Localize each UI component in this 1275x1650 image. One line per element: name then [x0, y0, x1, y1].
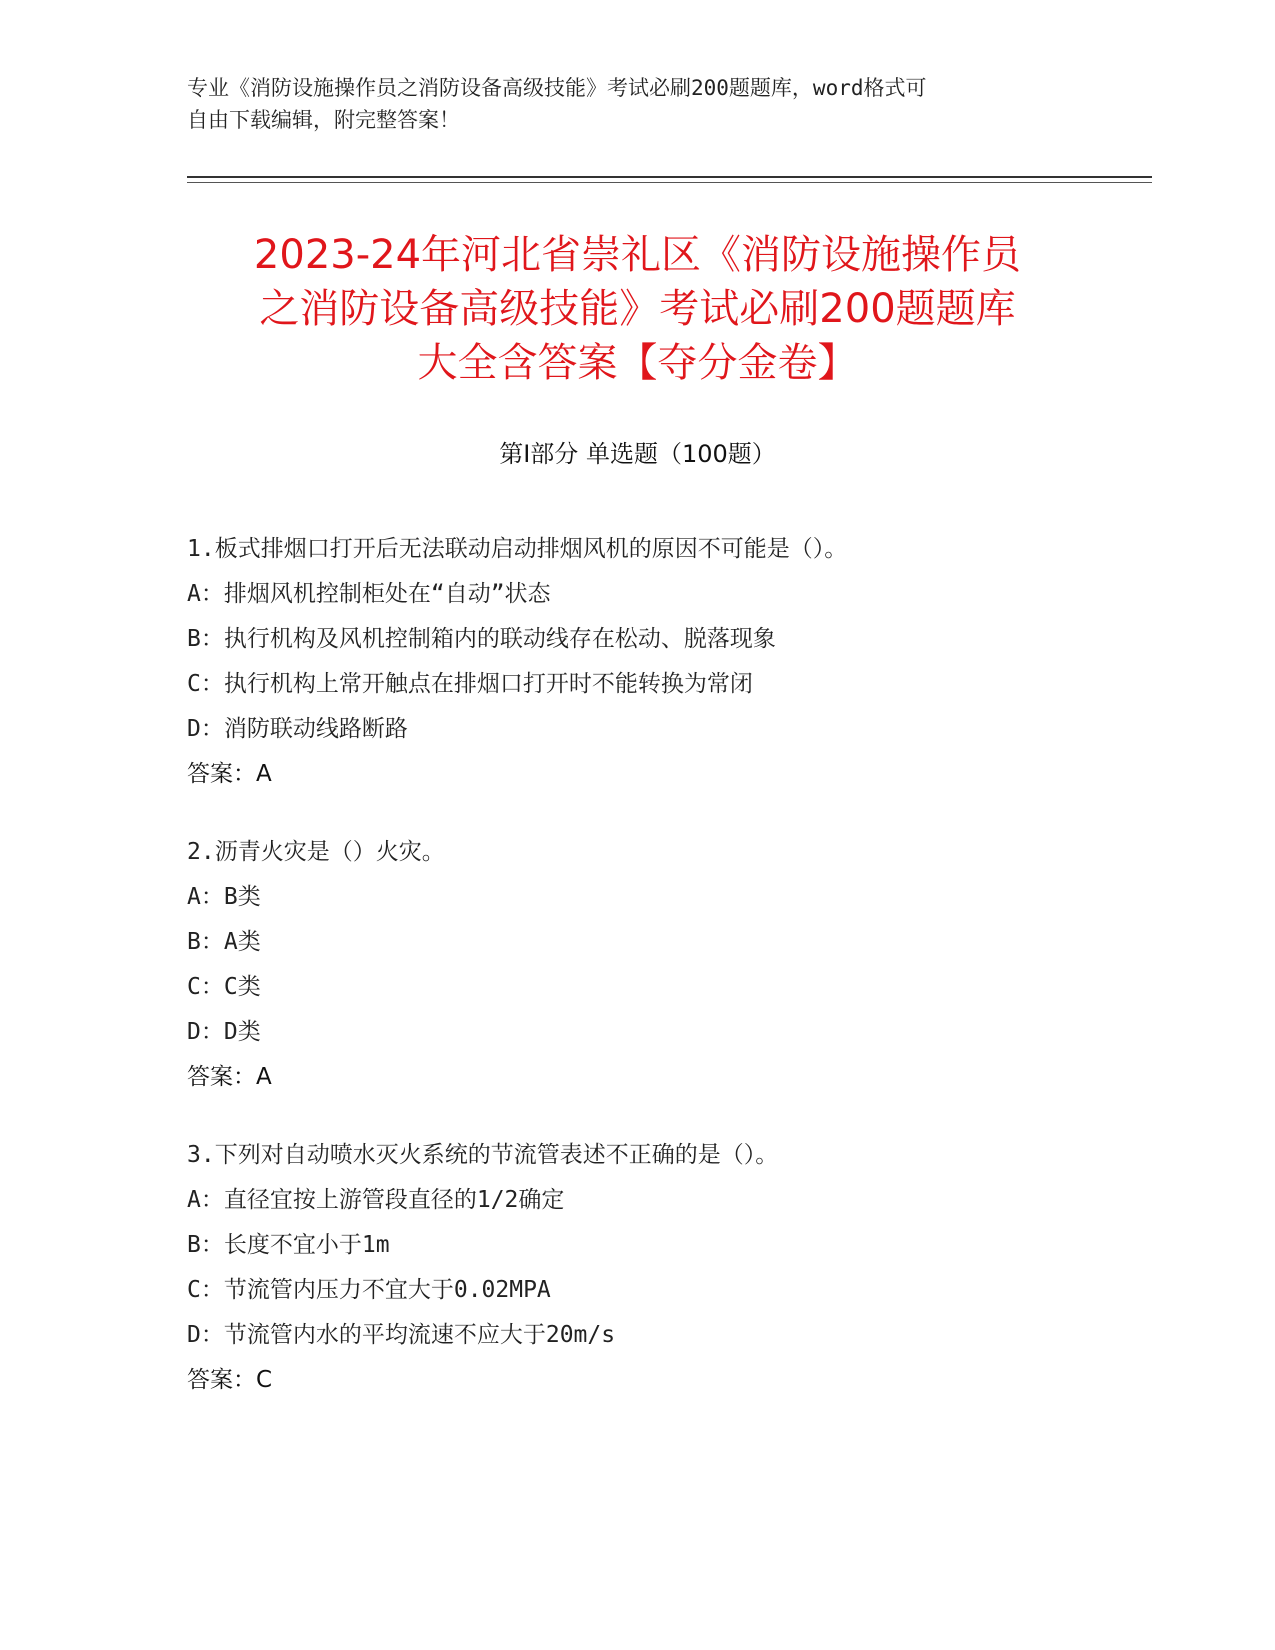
option-c: C：执行机构上常开触点在排烟口打开时不能转换为常闭 [187, 671, 753, 697]
section-title: 第Ⅰ部分 单选题（100题） [499, 440, 776, 468]
question-stem: 2.沥青火灾是（）火灾。 [187, 839, 445, 865]
option-c: C：C类 [187, 974, 261, 1000]
document-title-line-1: 2023-24年河北省崇礼区《消防设施操作员 [253, 232, 1022, 278]
question-item [187, 527, 1147, 797]
document-title-line-3: 大全含答案【夺分金卷】 [417, 340, 858, 386]
option-d: D：D类 [187, 1019, 261, 1045]
document-title-line-2: 之消防设备高级技能》考试必刷200题题库 [259, 286, 1016, 332]
question-stem: 3.下列对自动喷水灭火系统的节流管表述不正确的是（）。 [187, 1142, 779, 1168]
question-list [187, 527, 1147, 1436]
option-a: A：直径宜按上游管段直径的1/2确定 [187, 1187, 565, 1213]
option-a: A：排烟风机控制柜处在“自动”状态 [187, 581, 551, 607]
header-note [187, 72, 1087, 136]
option-b: B：长度不宜小于1m [187, 1232, 390, 1258]
header-note-line-1: 专业《消防设施操作员之消防设备高级技能》考试必刷200题题库，word格式可 [187, 76, 927, 100]
answer: 答案：C [187, 1367, 273, 1393]
option-a: A：B类 [187, 884, 261, 910]
header-note-line-2: 自由下载编辑，附完整答案！ [187, 108, 460, 132]
option-d: D：节流管内水的平均流速不应大于20m/s [187, 1322, 616, 1348]
option-b: B：A类 [187, 929, 261, 955]
question-item [187, 830, 1147, 1100]
answer: 答案：A [187, 1064, 272, 1090]
option-b: B：执行机构及风机控制箱内的联动线存在松动、脱落现象 [187, 626, 776, 652]
option-c: C：节流管内压力不宜大于0.02MPA [187, 1277, 551, 1303]
question-stem: 1.板式排烟口打开后无法联动启动排烟风机的原因不可能是（）。 [187, 536, 848, 562]
header-divider-thick [187, 176, 1152, 178]
answer: 答案：A [187, 761, 272, 787]
document-title [140, 228, 1135, 390]
header-divider-thin [187, 182, 1152, 183]
question-item [187, 1133, 1147, 1403]
option-d: D：消防联动线路断路 [187, 716, 408, 742]
